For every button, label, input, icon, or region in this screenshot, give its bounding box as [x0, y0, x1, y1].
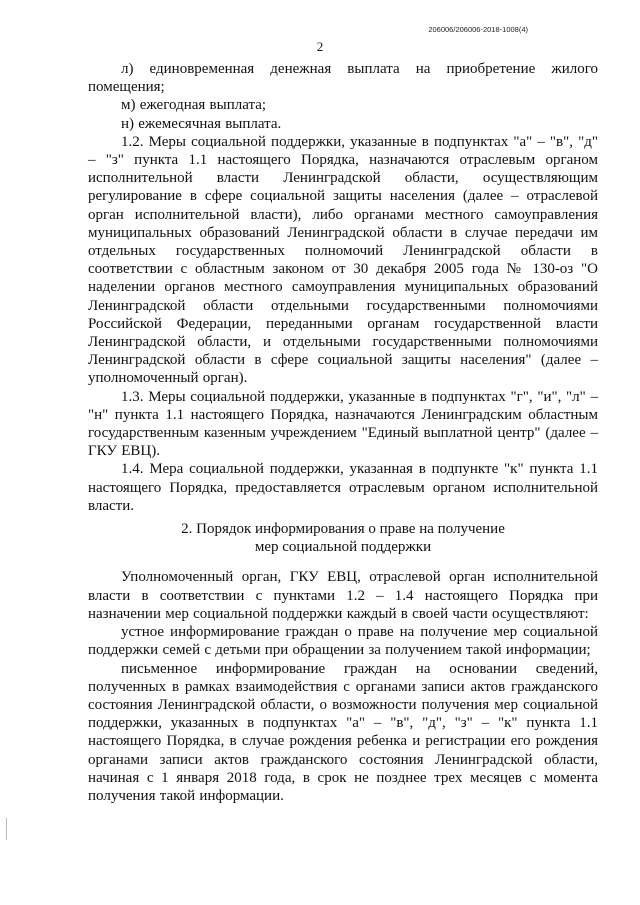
paragraph-2-intro: Уполномоченный орган, ГКУ ЕВЦ, отраслевой орган исполнительной власти в соответствии с пунктами 1.2 – 1.4 настоящего Порядка при назначении мер социальной поддержки каждый в своей части осуществляют:	[88, 569, 598, 622]
section-2-heading-line-2: мер социальной поддержки	[254, 539, 432, 556]
paragraph-1-4: 1.4. Мера социальной поддержки, указанная в подпункте "к" пункта 1.1 настоящего Порядка, предоставляется отраслевым органом исполнительной власти.	[88, 461, 598, 514]
paragraph-2-written: письменное информирование граждан на основании сведений, полученных в рамках взаимодействия с органами записи актов гражданского состояния Ленинградской области, о возможности получения мер социальной поддержки, указанных в подпунктах "а" – "в", "д", "з" – "к" пункта 1.1 настоящего Порядка, в случае рождения ребенка и регистрации его рождения органами записи актов гражданского состояния Ленинградской области, начиная с 1 января 2018 года, в срок не позднее трех месяцев с момента получения такой информации.	[88, 660, 598, 804]
paragraph-1-3: 1.3. Меры социальной поддержки, указанные в подпунктах "г", "и", "л" – "н" пункта 1.1 настоящего Порядка, назначаются Ленинградским областным государственным казенным учреждением "Единый выплатной центр" (далее – ГКУ ЕВЦ).	[88, 388, 598, 460]
section-2-heading	[88, 520, 598, 556]
paragraph-2-oral: устное информирование граждан о праве на получение мер социальной поддержки семей с детьми при обращении за получением такой информации;	[88, 624, 598, 659]
list-item-l: л) единовременная денежная выплата на приобретение жилого помещения;	[88, 61, 598, 96]
paragraph-1-2: 1.2. Меры социальной поддержки, указанные в подпунктах "а" – "в", "д" – "з" пункта 1.1 настоящего Порядка, назначаются отраслевым органом исполнительной власти Ленинградской области, осуществляющим регулирование в сфере социальной защиты населения (далее – отраслевой орган исполнительной власти), либо органами местного самоуправления муниципальных образований Ленинградской области в случае передачи им отдельных государственных полномочий Ленинградской области в соответствии с областным законом от 30 декабря 2005 года № 130-оз "О наделении органов местного самоуправления муниципальных образований Ленинградской области отдельными государственными полномочиями Российской Федерации, переданными органам государственной власти Ленинградской области, и отдельными государственными полномочиями Ленинградской области в сфере социальной защиты населения" (далее – уполномоченный орган).	[88, 133, 598, 387]
section-2-heading-line-1: 2. Порядок информирования о праве на получение	[181, 521, 505, 538]
page-number: 2	[316, 39, 324, 54]
document-id: 206006/206006-2018-1008(4)	[428, 25, 528, 34]
list-item-m: м) ежегодная выплата;	[121, 97, 267, 114]
scan-artifact	[6, 818, 7, 840]
document-body	[88, 60, 598, 805]
list-item-n: н) ежемесячная выплата.	[121, 115, 282, 132]
